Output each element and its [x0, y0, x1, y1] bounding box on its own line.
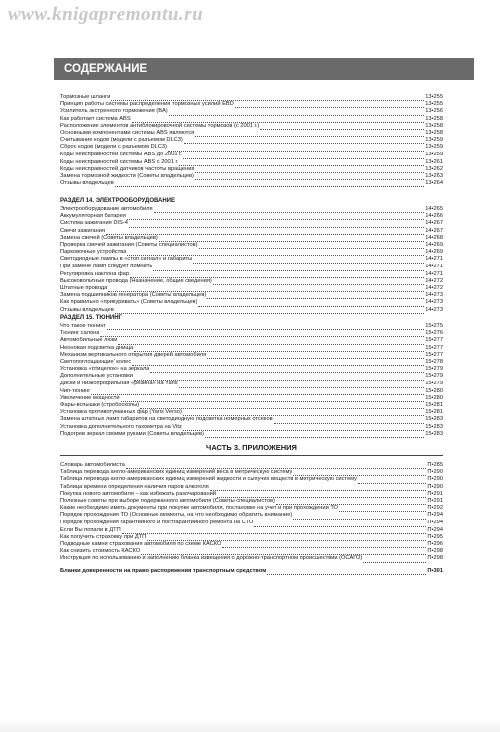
toc-entry-title: Замена свечей (Советы владельцев) [60, 234, 158, 241]
toc-entry-page: П•291 [427, 490, 443, 497]
toc-entry-title: Штатные провода [60, 285, 108, 292]
toc-entry-title: Усилитель экстренного торможения (BA) [60, 108, 168, 115]
toc-entry-title: Механизм вертикального открытия дверей автомобиля [60, 351, 207, 358]
toc-leader-dots [100, 331, 424, 337]
toc-entry-title: Парковочные устройства [60, 249, 127, 256]
toc-entry [60, 292, 443, 299]
toc-entry [60, 242, 443, 249]
toc-entry [60, 491, 443, 498]
part-3-divider [60, 455, 443, 456]
toc-leader-dots [169, 109, 424, 115]
toc-entry-title: Дополнительные установки [60, 373, 133, 380]
toc-entry [60, 144, 443, 151]
toc-entry [60, 527, 443, 534]
toc-entry-title: Светодиодные лампы в «стоп сигнал» и габариты [60, 256, 193, 263]
toc-entry [60, 373, 443, 380]
toc-entry-title: Расположение элементов антиблокировочной системы тормозов (с 2001 г.) [60, 122, 260, 129]
toc-entry-page: П•290 [427, 476, 443, 483]
toc-leader-dots [154, 207, 425, 213]
part-3-heading: ЧАСТЬ 3. ПРИЛОЖЕНИЯ [206, 443, 297, 452]
toc-entry [60, 498, 443, 505]
toc-entry-title: Чип-тюнинг [60, 387, 91, 394]
toc-entry-page: П•298 [427, 548, 443, 555]
toc-leader-dots [267, 569, 426, 575]
toc-entry-page: 15•277 [425, 344, 443, 351]
toc-leader-dots [140, 403, 424, 409]
toc-entry [60, 285, 443, 292]
toc-entry-page: 15•279 [425, 366, 443, 373]
toc-entry-title: Светопоглощающие' колес [60, 358, 132, 365]
toc-entry [60, 235, 443, 242]
toc-leader-dots [184, 138, 424, 144]
toc-entry [60, 137, 443, 144]
toc-entry [60, 534, 443, 541]
part-3-contents [60, 462, 443, 563]
toc-entry-title: Установка «птицелок» на зеркала [60, 366, 150, 373]
toc-entry-page: П•294 [427, 519, 443, 526]
toc-entry-title: Покупка нового автомобиля – как избежать разочарований [60, 490, 216, 497]
toc-entry [60, 337, 443, 344]
toc-entry [60, 505, 443, 512]
toc-entry-title: Электрооборудование автомобиля [60, 206, 153, 212]
toc-entry [60, 476, 443, 483]
toc-leader-dots [127, 214, 424, 220]
toc-entry-title: Как правильно «прикуривать» (Советы владельцев) [60, 299, 198, 306]
final-contents [60, 568, 443, 575]
toc-entry-title: Таблица перевода англо-американских единиц измерений веса в метрическую систему [60, 469, 293, 476]
toc-entry [60, 307, 443, 314]
toc-entry-title: Увеличение мощности [60, 394, 120, 401]
page-footer [0, 720, 500, 732]
toc-entry-page: 15•279 [425, 380, 443, 387]
toc-entry [60, 345, 443, 352]
toc-entry [60, 388, 443, 395]
toc-entry [60, 159, 443, 166]
toc-entry-title: Если Вы попали в ДТП [60, 526, 121, 533]
toc-entry-page: 15•277 [425, 337, 443, 344]
toc-entry [60, 555, 443, 562]
toc-entry-title: Аккумуляторная батарея [60, 213, 126, 220]
toc-entry-title: Инструкция по использованию и заполнению бланка извещения о дорожно-транспортном происшествии (ОСАГО) [60, 555, 363, 562]
toc-entry-page: 15•283 [425, 423, 443, 430]
toc-entry-title: Неоновая подсветка днища [60, 344, 134, 351]
toc-leader-dots [118, 338, 424, 344]
toc-entry-title: Замена тормозной жидкости (Советы владельцев) [60, 173, 194, 180]
toc-entry [60, 462, 443, 469]
toc-entry [60, 431, 443, 438]
contents-banner: СОДЕРЖАНИЕ [54, 58, 474, 80]
toc-entry-page: 14•272 [425, 285, 443, 292]
toc-leader-dots [115, 181, 424, 187]
toc-leader-dots [210, 484, 427, 490]
toc-entry-title: Коды неисправностей системы ABS до 2001 г. [60, 151, 183, 158]
toc-entry-title: Установка противотуманных фар (Yaris Verso) [60, 409, 182, 416]
toc-entry-page: 13•258 [425, 122, 443, 129]
toc-entry [60, 381, 443, 388]
toc-entry [60, 469, 443, 476]
toc-entry-page: 14•272 [425, 277, 443, 284]
toc-entry-page: 15•279 [425, 373, 443, 380]
toc-entry [60, 256, 443, 263]
toc-entry-page: П•296 [427, 541, 443, 548]
toc-entry [60, 366, 443, 373]
toc-leader-dots [195, 131, 424, 137]
toc-leader-dots [122, 527, 427, 533]
toc-entry-title: Какие необходимо иметь документы при покупке автомобиля, постановке на учет и при прохождении ТО [60, 505, 338, 512]
toc-entry-page: 14•269 [425, 249, 443, 256]
toc-entry-page: П•291 [427, 497, 443, 504]
section-14-contents [60, 197, 443, 314]
toc-entry [60, 94, 443, 101]
toc-leader-dots [199, 243, 425, 249]
toc-entry-page: П•298 [427, 555, 443, 562]
site-watermark: www.knigapremontu.ru [8, 4, 204, 25]
toc-entry-title: Словарь автомобилиста [60, 462, 125, 468]
toc-leader-dots [222, 542, 426, 548]
toc-entry-page: 15•280 [425, 394, 443, 401]
toc-entry [60, 249, 443, 256]
toc-entry-page: П•285 [427, 462, 443, 468]
toc-entry [60, 402, 443, 409]
toc-entry [60, 166, 443, 173]
toc-leader-dots [293, 513, 426, 519]
toc-entry-page: 15•281 [425, 402, 443, 409]
toc-entry-final [60, 568, 443, 575]
toc-entry [60, 330, 443, 337]
toc-entry-page: 15•281 [425, 409, 443, 416]
toc-entry-page: 14•271 [425, 270, 443, 277]
toc-entry-page: 14•273 [425, 292, 443, 299]
toc-entry [60, 278, 443, 285]
toc-entry [60, 220, 443, 227]
toc-leader-dots [339, 506, 426, 512]
toc-entry-page: 14•268 [425, 234, 443, 241]
toc-leader-dots [132, 360, 424, 366]
toc-leader-dots [213, 279, 424, 285]
toc-entry-title: Диски и низкопрофильная «резина» на Yaris [60, 380, 178, 387]
toc-leader-dots [195, 167, 424, 173]
toc-entry-title: Порядок прохождения ТО (Основные моменты, на что необходимо обратить внимание) [60, 512, 293, 519]
toc-entry [60, 541, 443, 548]
toc-entry [60, 484, 443, 491]
toc-entry-page: 13•256 [425, 108, 443, 115]
section-14-heading: РАЗДЕЛ 14. ЭЛЕКТРООБОРУДОВАНИЕ [60, 198, 175, 204]
toc-leader-dots [363, 556, 426, 562]
toc-entry [60, 101, 443, 108]
toc-entry-page: 15•283 [425, 430, 443, 437]
toc-entry-page: 13•261 [425, 158, 443, 165]
toc-entry-title: Свечи зажигания [60, 227, 106, 234]
toc-entry-page: 14•267 [425, 227, 443, 234]
toc-leader-dots [235, 102, 424, 108]
toc-entry-page: 14•265 [425, 206, 443, 212]
toc-leader-dots [205, 432, 424, 438]
toc-entry [60, 152, 443, 159]
toc-leader-dots [107, 324, 425, 330]
toc-entry-page: 15•278 [425, 358, 443, 365]
toc-leader-dots [274, 417, 425, 423]
toc-entry-page: П•292 [427, 505, 443, 512]
toc-entry-title: Таблица перевода англо-американских единиц измерений жидкости и сыпучих веществ в метрическую систему [60, 476, 357, 483]
toc-entry-title: Замена подшипников генератора (Советы владельцев) [60, 292, 207, 299]
toc-entry-title: Отзывы владельцев [60, 306, 114, 313]
toc-entry-page: 15•277 [425, 351, 443, 358]
toc-entry [60, 173, 443, 180]
toc-entry-title: Коды неисправностей системы ABS с 2001 г. [60, 158, 179, 165]
toc-entry-page: 13•262 [425, 165, 443, 172]
toc-entry-title: Отзывы владельцев [60, 180, 114, 187]
toc-entry-title: Сброс кодов (модели с разъемом DLC3) [60, 144, 167, 151]
toc-entry [60, 130, 443, 137]
toc-entry [60, 299, 443, 306]
toc-leader-dots [358, 477, 426, 483]
toc-entry [60, 395, 443, 402]
toc-entry-page: 13•258 [425, 129, 443, 136]
toc-entry-page: 15•283 [425, 416, 443, 423]
toc-entry-page: 13•259 [425, 144, 443, 151]
toc-entry-page: 15•280 [425, 387, 443, 394]
toc-entry-page: 14•273 [425, 306, 443, 313]
toc-entry-page: П•294 [427, 526, 443, 533]
toc-entry-page: П•301 [427, 568, 443, 574]
toc-entry-page: П•290 [427, 483, 443, 490]
toc-entry [60, 416, 443, 423]
toc-leader-dots [159, 236, 424, 242]
brakes-contents [60, 94, 443, 187]
toc-entry-title: Что такое тюнинг [60, 323, 106, 329]
toc-entry-title: Автомобильные люки [60, 337, 118, 344]
toc-entry-title: Как работает система ABS [60, 115, 131, 122]
toc-leader-dots [254, 520, 426, 526]
toc-entry-page: 14•267 [425, 220, 443, 227]
toc-entry [60, 116, 443, 123]
toc-leader-dots [153, 264, 424, 270]
toc-entry [60, 228, 443, 235]
toc-entry-title: Фары-вспышки (стробоскопы) [60, 402, 140, 409]
toc-leader-dots [183, 424, 424, 430]
toc-entry-page: 14•271 [425, 263, 443, 270]
toc-entry [60, 213, 443, 220]
toc-entry-title: При замене ламп следует помнить [60, 263, 153, 270]
toc-leader-dots [183, 152, 424, 158]
toc-entry-title: Порядок прохождения гарантийного и постгарантийного ремонта на СТО [60, 519, 254, 526]
toc-entry [60, 108, 443, 115]
toc-leader-dots [198, 300, 424, 306]
toc-entry [60, 271, 443, 278]
toc-entry-page: 13•255 [425, 101, 443, 108]
toc-leader-dots [179, 159, 424, 165]
toc-entry [60, 520, 443, 527]
toc-entry-title: Проверка свечей зажигания (Советы специалистов) [60, 241, 198, 248]
toc-entry-title: Таблица времени определения наличия паров алкоголя [60, 483, 209, 490]
toc-entry-page: 13•259 [425, 151, 443, 158]
toc-entry-page: П•295 [427, 533, 443, 540]
toc-leader-dots [91, 388, 424, 394]
toc-entry-title: Подогрев зеркал своими руками (Советы владельцев) [60, 430, 204, 437]
toc-entry-title: Как получить страховку при ДТП [60, 533, 147, 540]
section-15-contents [60, 314, 443, 438]
toc-entry-page: 14•266 [425, 213, 443, 220]
toc-entry [60, 323, 443, 330]
toc-entry-page: 15•276 [425, 330, 443, 337]
toc-entry-page: 15•275 [425, 323, 443, 329]
toc-entry [60, 548, 443, 555]
toc-leader-dots [150, 367, 424, 373]
toc-entry [60, 123, 443, 130]
toc-entry-page: П•290 [427, 469, 443, 476]
toc-entry-title: Принцип работы системы распределения тормозных усилий EBD [60, 101, 234, 108]
toc-entry-page: 14•273 [425, 299, 443, 306]
toc-entry [60, 180, 443, 187]
toc-entry-page: 14•271 [425, 256, 443, 263]
toc-entry-title: Тюнинг салона [60, 330, 100, 337]
toc-entry-title: Тормозные шланги [60, 94, 111, 100]
toc-leader-dots [260, 124, 424, 130]
toc-entry-page: 13•259 [425, 137, 443, 144]
toc-leader-dots [207, 293, 424, 299]
toc-entry-title: Коды неисправностей датчиков частоты вращения [60, 165, 195, 172]
section-15-heading: РАЗДЕЛ 15. ТЮНИНГ [60, 315, 122, 321]
toc-leader-dots [115, 307, 424, 313]
toc-entry [60, 206, 443, 213]
toc-leader-dots [195, 174, 424, 180]
toc-entry-title: Считывание кодов (модели с разъемом DLC3) [60, 137, 183, 144]
toc-entry-title: Как снизить стоимость КАСКО [60, 548, 141, 555]
toc-entry-title: Подводные камни страхования автомобиля по схеме КАСКО [60, 541, 222, 548]
toc-entry [60, 409, 443, 416]
toc-entry-page: 13•255 [425, 94, 443, 100]
toc-entry-page: 14•269 [425, 241, 443, 248]
toc-entry-title: Бланки доверенности на право распоряжения транспортным средством [60, 568, 267, 574]
toc-entry-page: 13•258 [425, 115, 443, 122]
toc-entry [60, 359, 443, 366]
toc-entry-title: Замена штатных ламп габаритов на светодиодную подсветка номерных отсеков [60, 416, 273, 423]
toc-entry-page: П•294 [427, 512, 443, 519]
toc-leader-dots [207, 353, 424, 359]
toc-entry [60, 424, 443, 431]
toc-leader-dots [121, 396, 425, 402]
toc-leader-dots [129, 221, 424, 227]
toc-entry-title: Установка дополнительного тахометра на Vitz [60, 423, 182, 430]
toc-leader-dots [193, 257, 424, 263]
toc-leader-dots [168, 145, 424, 151]
toc-entry-page: 13•263 [425, 173, 443, 180]
toc-leader-dots [179, 381, 425, 387]
toc-entry [60, 512, 443, 519]
toc-entry-title: Высоковольтные провода (Назначение, общие сведения) [60, 277, 212, 284]
toc-entry [60, 264, 443, 271]
toc-entry-title: Регулировка наклона фар [60, 270, 129, 277]
toc-entry-page: 13•264 [425, 180, 443, 187]
toc-entry-title: Основными компонентами системы ABS являются [60, 129, 195, 136]
toc-entry [60, 352, 443, 359]
toc-entry-title: Система зажигания DIS-4 [60, 220, 128, 227]
toc-entry-title: Полезные советы при выборе подержанного автомобиля (Советы специалистов) [60, 497, 275, 504]
